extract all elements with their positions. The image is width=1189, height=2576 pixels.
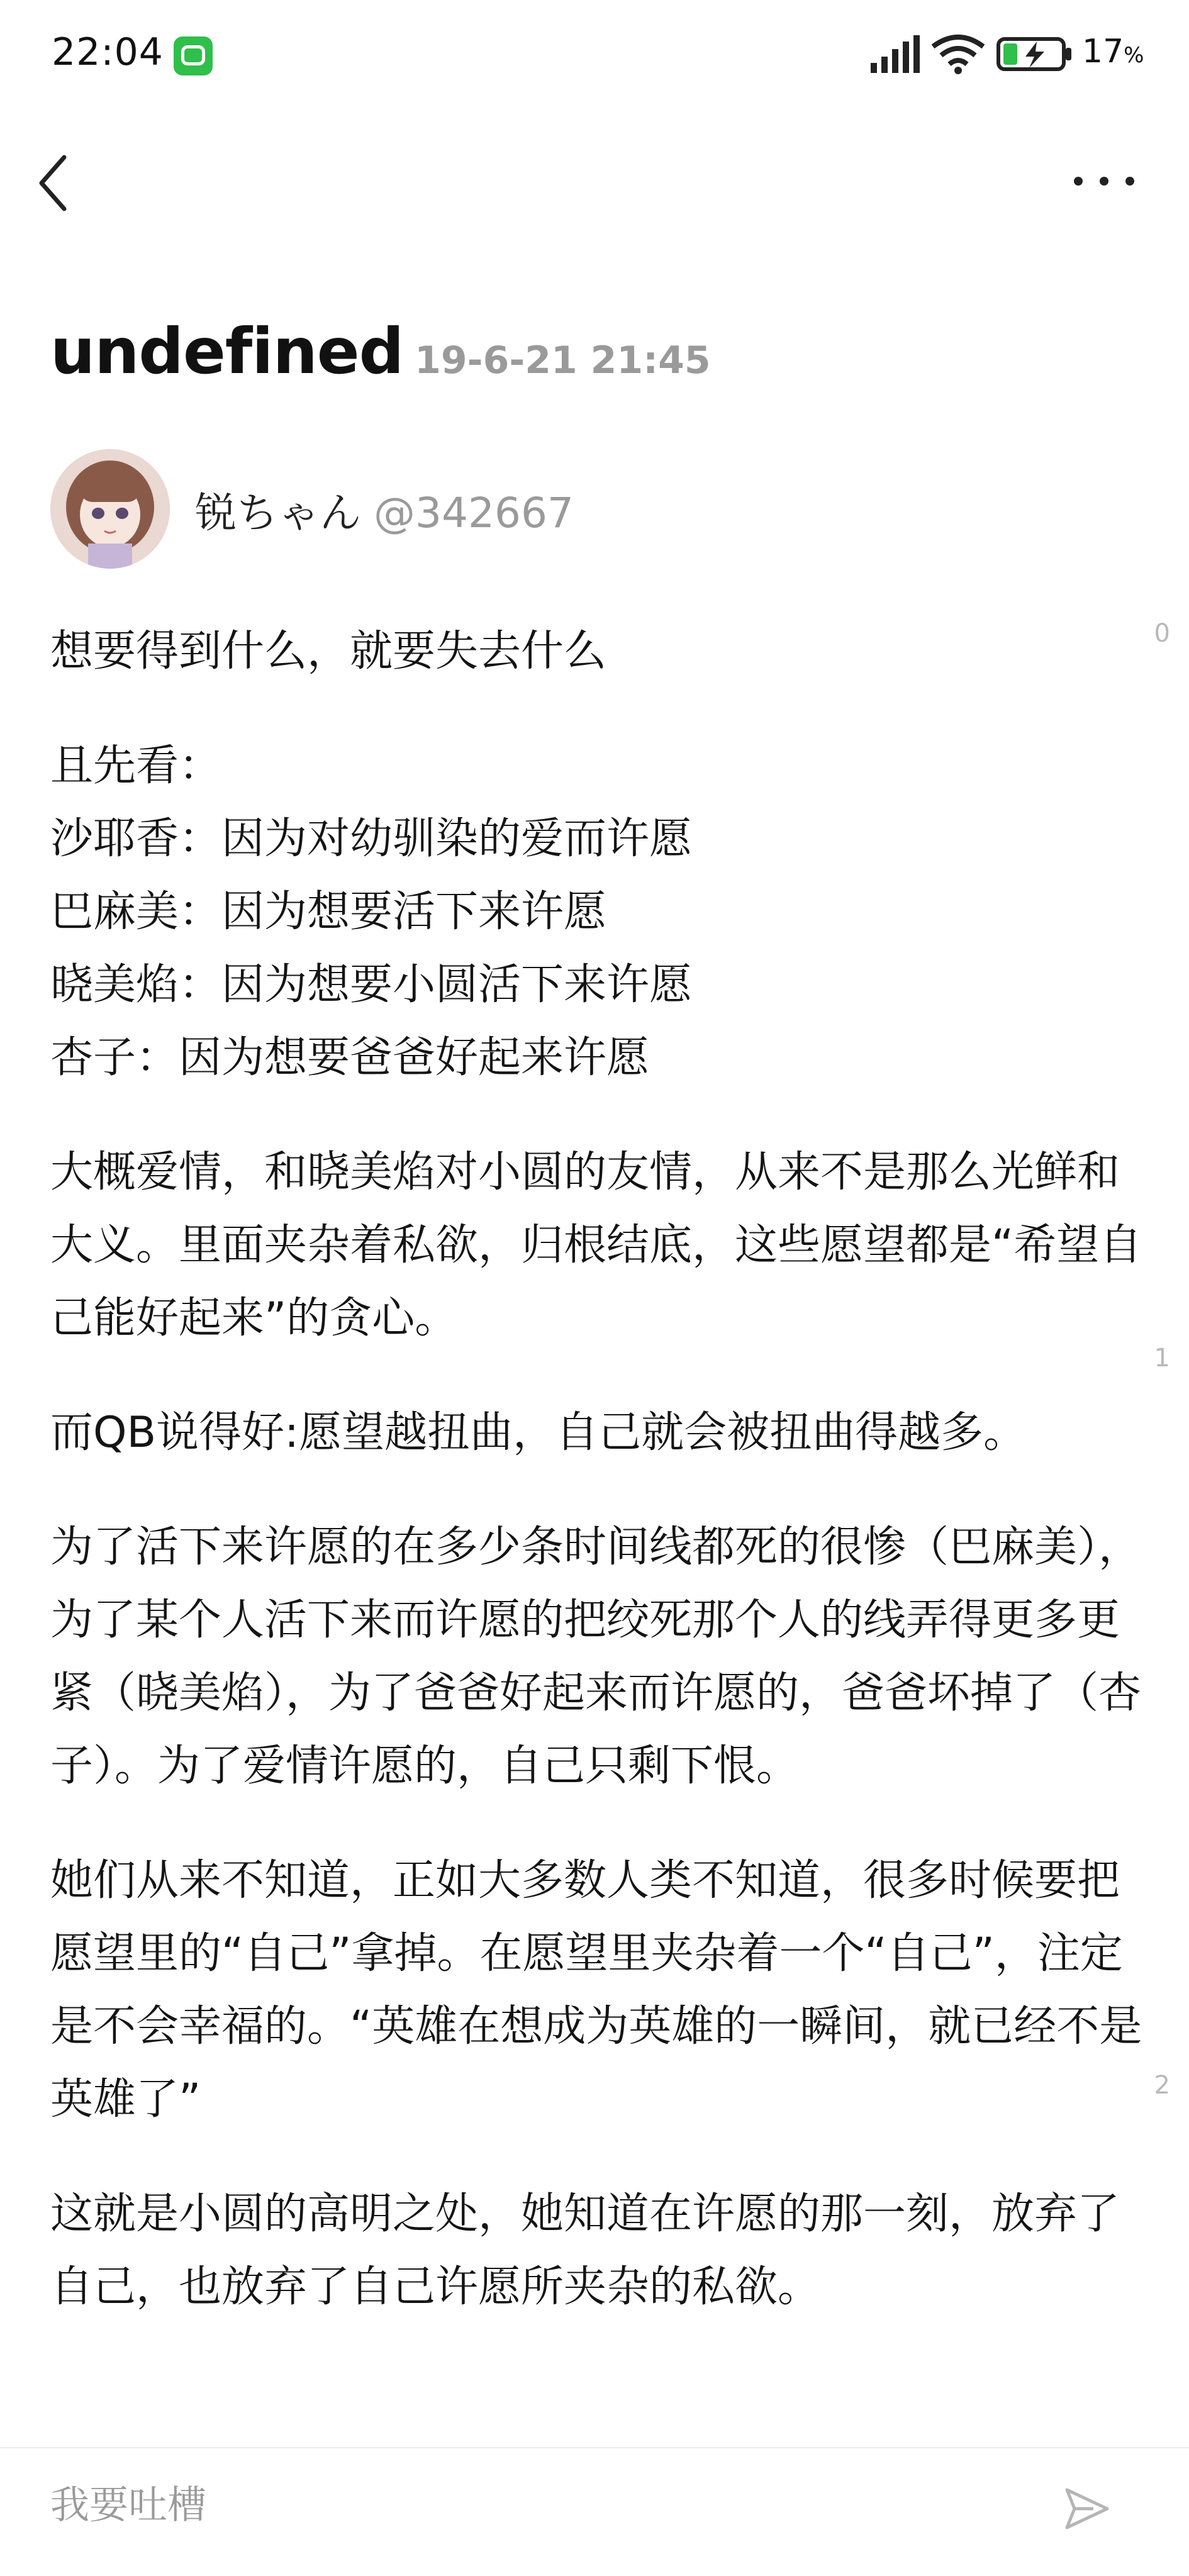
cellular-signal-icon <box>871 35 920 73</box>
post-timestamp: 19-6-21 21:45 <box>415 338 711 382</box>
author-row <box>195 479 574 539</box>
author-name[interactable]: 锐ちゃん <box>195 489 361 537</box>
status-time: 22:04 <box>52 30 164 74</box>
comment-input[interactable]: 我要吐槽 <box>50 2482 207 2528</box>
post-paragraph: 她们从来不知道，正如大多数人类不知道，很多时候要把愿望里的“自己”拿掉。在愿望里夹杂着一个“自己”，注定是不会幸福的。“英雄在想成为英雄的一瞬间，就已经不是英雄了” <box>50 1856 1142 2124</box>
status-bar <box>0 0 1189 113</box>
paragraph-marker[interactable]: 1 <box>1154 1344 1170 1373</box>
post-body <box>50 615 1158 2365</box>
more-options-button[interactable] <box>1069 162 1139 200</box>
author-handle: @342667 <box>374 489 574 537</box>
post-title: undefined <box>50 315 404 388</box>
post-title-row <box>50 315 711 388</box>
send-icon[interactable] <box>1063 2485 1111 2533</box>
app-notification-icon <box>174 36 213 75</box>
avatar[interactable] <box>50 449 170 569</box>
battery-percentage: 17% <box>1082 33 1144 70</box>
post-paragraph: 且先看： 沙耶香：因为对幼驯染的爱而许愿 巴麻美：因为想要活下来许愿 晓美焰：因为想要小圆活下来许愿 杏子：因为想要爸爸好起来许愿 <box>50 741 693 1083</box>
paragraph-marker[interactable]: 2 <box>1154 2071 1170 2100</box>
post-paragraph: 想要得到什么，就要失去什么 <box>50 627 607 676</box>
battery-charging-icon <box>996 35 1073 73</box>
post-paragraph: 为了活下来许愿的在多少条时间线都死的很惨（巴麻美），为了某个人活下来而许愿的把绞死那个人的线弄得更多更紧（晓美焰），为了爸爸好起来而许愿的，爸爸坏掉了（杏子）。为了爱情许愿的，自己只剩下恨。 <box>50 1522 1142 1791</box>
wifi-icon <box>930 33 986 74</box>
paragraph-marker[interactable]: 0 <box>1154 619 1170 648</box>
avatar-image <box>50 449 170 569</box>
back-button[interactable] <box>33 148 83 218</box>
post-paragraph: 大概爱情，和晓美焰对小圆的友情，从来不是那么光鲜和大义。里面夹杂着私欲，归根结底，这些愿望都是“希望自己能好起来”的贪心。 <box>50 1147 1142 1343</box>
comment-divider <box>0 2447 1189 2448</box>
post-paragraph: 这就是小圆的高明之处，她知道在许愿的那一刻，放弃了自己，也放弃了自己许愿所夹杂的私欲。 <box>50 2189 1120 2312</box>
post-paragraph: 而QB说得好:愿望越扭曲，自己就会被扭曲得越多。 <box>50 1408 1027 1458</box>
